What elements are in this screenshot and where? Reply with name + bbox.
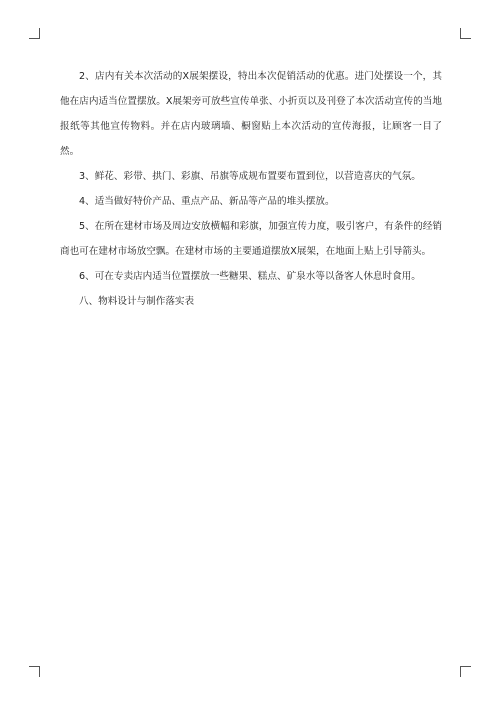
paragraph-item-6: 6、可在专卖店内适当位置摆放一些糖果、糕点、矿泉水等以备客人休息时食用。	[79, 271, 421, 282]
crop-mark-bottom-right	[460, 666, 471, 677]
crop-mark-top-right	[460, 28, 471, 39]
document-body	[60, 64, 442, 314]
crop-mark-top-left	[29, 28, 40, 39]
paragraph-item-5: 5、在所在建材市场及周边安放横幅和彩旗，加强宣传力度，吸引客户，有条件的经销商也可在建材市场放空飘。在建材市场的主要通道摆放X展架，在地面上贴上引导箭头。	[60, 221, 442, 257]
paragraph-item-4: 4、适当做好特价产品、重点产品、新品等产品的堆头摆放。	[79, 196, 335, 207]
section-heading-8: 八、物料设计与制作落实表	[79, 296, 195, 307]
paragraph-item-3: 3、鲜花、彩带、拱门、彩旗、吊旗等成规布置要布置到位，以营造喜庆的气氛。	[79, 171, 421, 182]
crop-mark-bottom-left	[29, 666, 40, 677]
paragraph-item-2: 2、店内有关本次活动的X展架摆设，特出本次促销活动的优惠。进门处摆设一个，其他在店内适当位置摆放。X展架旁可放些宣传单张、小折页以及刊登了本次活动宣传的当地报纸等其他宣传物料。并在店内玻璃墙、橱窗贴上本次活动的宣传海报，让顾客一目了然。	[60, 71, 442, 157]
